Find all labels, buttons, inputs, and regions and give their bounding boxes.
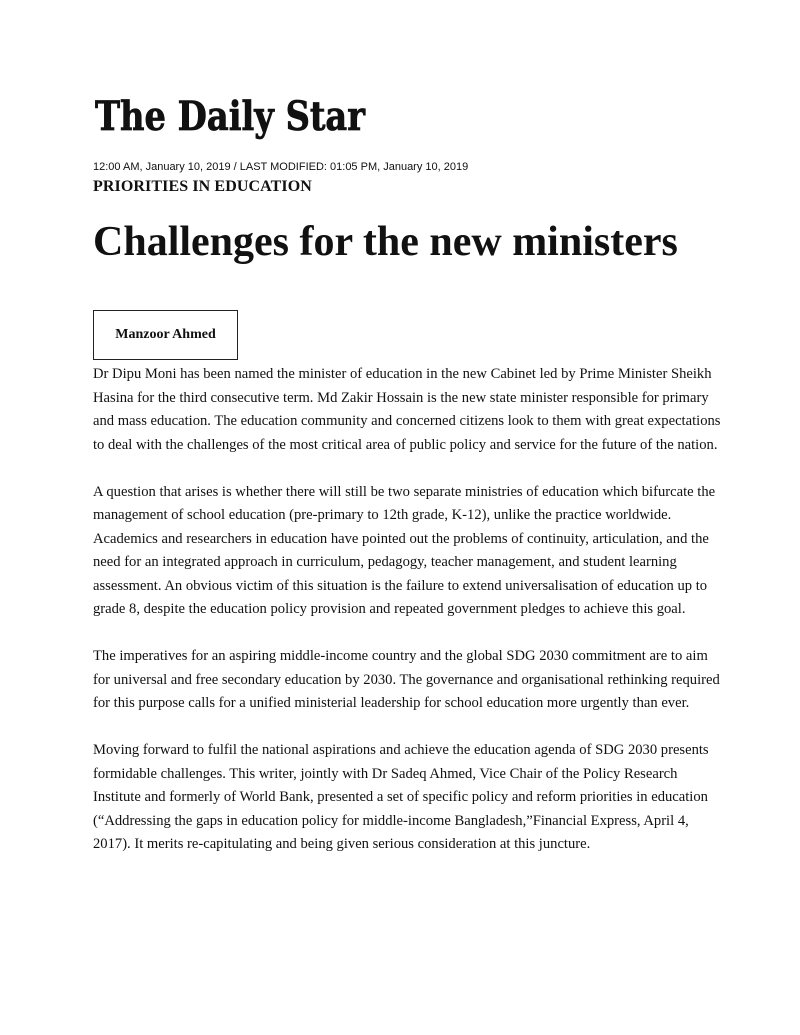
author-byline: Manzoor Ahmed — [93, 310, 238, 360]
body-paragraph: The imperatives for an aspiring middle-income country and the global SDG 2030 commitment are to aim for universal and free secondary education by 2030. The governance and organisational rethinking required for this purpose calls for a unified ministerial leadership for school education more urgently than ever. — [93, 648, 720, 711]
svg-text:The Daily Star: The Daily Star — [95, 93, 366, 140]
article-headline: Challenges for the new ministers — [93, 219, 678, 265]
body-paragraph: Dr Dipu Moni has been named the minister of education in the new Cabinet led by Prime Minister Sheikh Hasina for the third consecutive term. Md Zakir Hossain is the new state minister responsible for primary and mass education. The education community and concerned citizens look to them with great expectations to deal with the challenges of the most critical area of public policy and service for the future of the nation. — [93, 366, 721, 453]
body-paragraph: Moving forward to fulfil the national aspirations and achieve the education agenda of SDG 2030 presents formidable challenges. This writer, jointly with Dr Sadeq Ahmed, Vice Chair of the Policy Research Institute and formerly of World Bank, presented a set of specific policy and reform priorities in education (“Addressing the gaps in education policy for middle-income Bangladesh,”Financial Express, April 4, 2017). It merits re-capitulating and being given serious consideration at this juncture. — [93, 742, 709, 852]
article-kicker: PRIORITIES IN EDUCATION — [93, 178, 312, 195]
body-paragraph: A question that arises is whether there will still be two separate ministries of education which bifurcate the management of school education (pre-primary to 12th grade, K-12), unlike the practice worldwide. Academics and researchers in education have pointed out the problems of continuity, articulation, and the need for an integrated approach in curriculum, pedagogy, teacher management, and student learning assessment. An obvious victim of this situation is the failure to extend universalisation of education up to grade 8, despite the education policy provision and repeated government pledges to achieve this goal. — [93, 483, 716, 617]
article-body — [93, 363, 723, 880]
article-dateline: 12:00 AM, January 10, 2019 / LAST MODIFIED: 01:05 PM, January 10, 2019 — [93, 161, 469, 173]
daily-star-logo — [93, 90, 393, 140]
